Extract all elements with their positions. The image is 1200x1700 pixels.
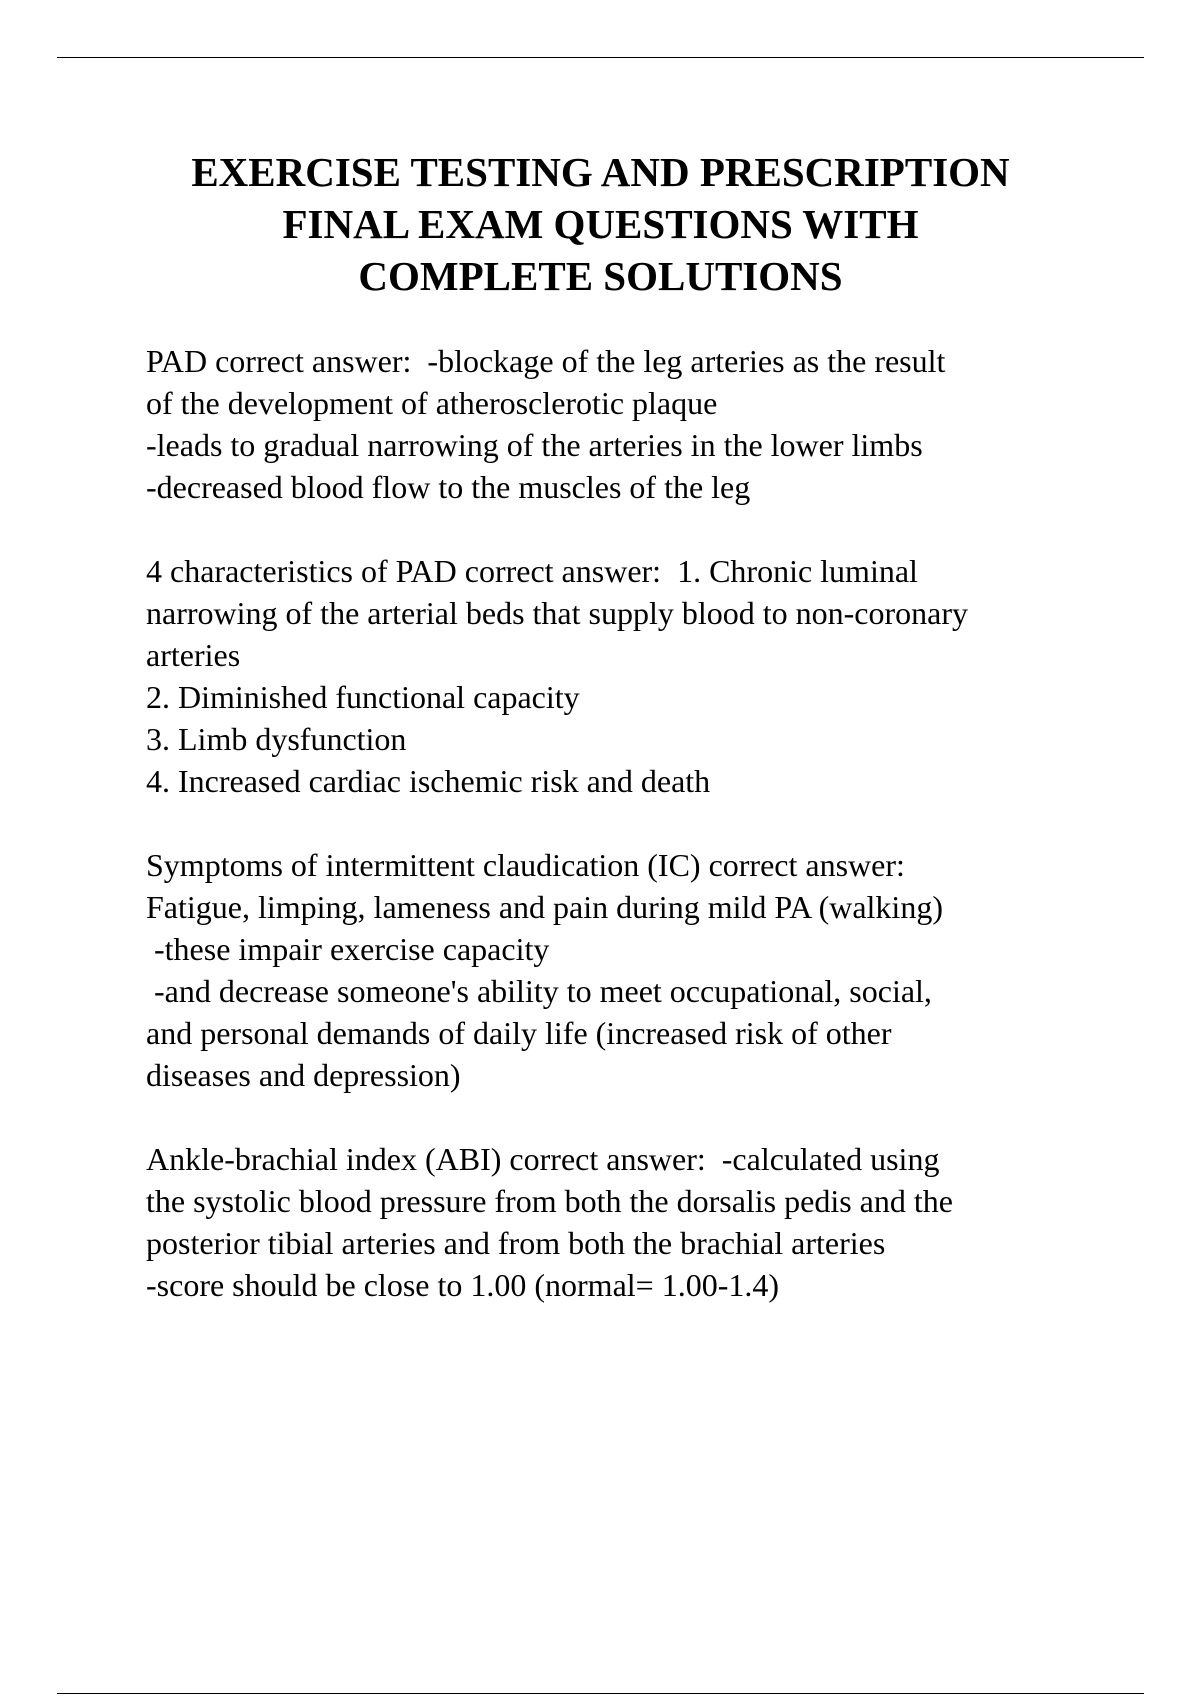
document-body: [146, 340, 1146, 1348]
bottom-divider: [57, 1693, 1144, 1694]
title-line: EXERCISE TESTING AND PRESCRIPTION: [191, 149, 1010, 195]
text-line: arteries: [146, 637, 241, 673]
text-line: diseases and depression): [146, 1057, 461, 1093]
text-line: Fatigue, limping, lameness and pain during mild PA (walking): [146, 889, 943, 925]
qa-entry-pad: [146, 340, 1146, 508]
title-line: FINAL EXAM QUESTIONS WITH: [282, 201, 919, 247]
text-line: and personal demands of daily life (increased risk of other: [146, 1015, 892, 1051]
text-line: 4 characteristics of PAD correct answer: 1. Chronic luminal: [146, 553, 918, 589]
qa-entry-pad-characteristics: [146, 550, 1146, 802]
page-title: [57, 146, 1144, 302]
text-line: -and decrease someone's ability to meet occupational, social,: [146, 973, 932, 1009]
text-line: -decreased blood flow to the muscles of the leg: [146, 469, 751, 505]
text-line: PAD correct answer: -blockage of the leg arteries as the result: [146, 343, 946, 379]
qa-entry-abi: [146, 1138, 1146, 1306]
text-line: Ankle-brachial index (ABI) correct answer: -calculated using: [146, 1141, 940, 1177]
title-line: COMPLETE SOLUTIONS: [358, 253, 843, 299]
text-line: 4. Increased cardiac ischemic risk and death: [146, 763, 711, 799]
top-divider: [57, 57, 1144, 58]
text-line: -leads to gradual narrowing of the arteries in the lower limbs: [146, 427, 923, 463]
text-line: the systolic blood pressure from both the dorsalis pedis and the: [146, 1183, 953, 1219]
text-line: Symptoms of intermittent claudication (IC) correct answer:: [146, 847, 905, 883]
text-line: -score should be close to 1.00 (normal= 1.00-1.4): [146, 1267, 780, 1303]
text-line: 3. Limb dysfunction: [146, 721, 407, 757]
text-line: narrowing of the arterial beds that supply blood to non-coronary: [146, 595, 968, 631]
text-line: posterior tibial arteries and from both the brachial arteries: [146, 1225, 886, 1261]
text-line: 2. Diminished functional capacity: [146, 679, 580, 715]
qa-entry-claudication: [146, 844, 1146, 1096]
text-line: of the development of atherosclerotic plaque: [146, 385, 718, 421]
text-line: -these impair exercise capacity: [146, 931, 550, 967]
